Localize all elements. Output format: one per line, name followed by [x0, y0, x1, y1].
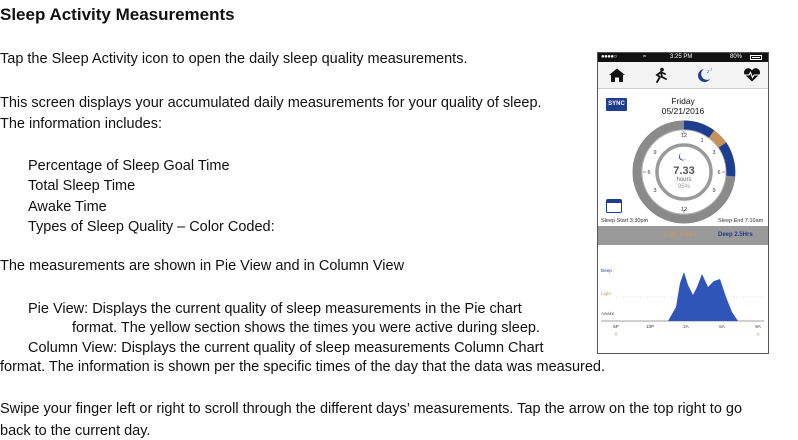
info-item: Awake Time: [28, 199, 107, 215]
info-item: Percentage of Sleep Goal Time: [28, 158, 230, 174]
clock-numeral: 3: [712, 150, 716, 156]
heart-pulse-icon[interactable]: [741, 67, 763, 83]
tab-bar: [598, 62, 768, 89]
sun-icon: ☼: [755, 332, 761, 338]
sync-button[interactable]: SYNC: [606, 98, 627, 111]
info-item: Total Sleep Time: [28, 178, 136, 194]
phone-screenshot: [597, 52, 769, 354]
moon-icon: [683, 333, 688, 338]
description-line-2: The information includes:: [0, 116, 162, 132]
home-icon[interactable]: [606, 67, 628, 83]
deep-sleep-segment: [729, 160, 731, 176]
total-sleep-unit: hours: [676, 177, 692, 183]
sleep-start-label: Sleep Start 3:30pm: [601, 218, 649, 224]
total-sleep-value: 7.33: [673, 165, 695, 177]
svg-text:z: z: [707, 69, 710, 74]
date-label: 05/21/2016: [661, 106, 705, 116]
clock-numeral: 12: [680, 133, 688, 139]
wifi-icon: ≈: [643, 54, 647, 60]
sleep-area: [668, 272, 738, 321]
chart-tick: 9A: [755, 324, 761, 329]
light-sleep-label: Light 1.5Hrs: [664, 232, 697, 238]
chart-tick: 10P: [645, 324, 655, 329]
moon-zz-icon[interactable]: [694, 67, 716, 83]
clock-numeral: 1: [700, 138, 704, 144]
sleep-pie-chart: [626, 116, 742, 228]
page-title: Sleep Activity Measurements: [0, 5, 235, 24]
battery-icon: [750, 55, 762, 60]
info-item: Types of Sleep Quality – Color Coded:: [28, 219, 275, 235]
clock-numeral: 6: [647, 170, 651, 176]
description-line-1: This screen displays your accumulated daily measurements for your quality of sleep.: [0, 95, 542, 111]
day-name: Friday: [671, 96, 695, 106]
chart-label-awake: Awake: [601, 311, 615, 316]
status-time: 3:25 PM: [670, 54, 693, 60]
swipe-line-1: Swipe your finger left or right to scroll through the different days’ measurements. Tap the arrow on the top right to go: [0, 401, 743, 417]
running-icon[interactable]: [648, 67, 670, 83]
clock-numeral: 6: [717, 170, 721, 176]
clock-numeral: 3: [653, 188, 657, 194]
chart-label-light: Light: [601, 291, 611, 296]
signal-indicator: ●●●●○: [601, 54, 617, 60]
battery-percent: 80%: [730, 54, 743, 60]
chart-tick: 6P: [613, 324, 619, 329]
chart-label-deep: Deep: [601, 268, 612, 273]
svg-text:z: z: [710, 67, 713, 72]
sun-icon: ☼: [613, 332, 619, 338]
chart-tick: 2A: [683, 324, 689, 329]
calendar-icon[interactable]: [606, 199, 622, 213]
views-heading: The measurements are shown in Pie View and in Column View: [0, 258, 405, 274]
intro-text: Tap the Sleep Activity icon to open the daily sleep quality measurements.: [0, 51, 468, 67]
sleep-column-chart: [598, 257, 768, 351]
sleep-end-label: Sleep End 7:10am: [718, 218, 764, 224]
pie-view-line-1: Pie View: Displays the current quality of sleep measurements in the Pie chart: [28, 301, 522, 317]
chart-tick: 6A: [719, 324, 725, 329]
column-view-line-2: format. The information is shown per the specific times of the day that the data was measured.: [0, 359, 606, 375]
pie-view-line-2: format. The yellow section shows the times you were active during sleep.: [72, 320, 540, 336]
clock-numeral: 9: [653, 150, 657, 156]
swipe-line-2: back to the current day.: [0, 423, 151, 439]
sleep-quality-bar: [598, 226, 768, 245]
clock-numeral: 9: [712, 188, 716, 194]
column-view-line-1: Column View: Displays the current quality of sleep measurements Column Chart: [28, 340, 544, 356]
clock-numeral: 12: [680, 207, 688, 213]
sleep-goal-percent: 95%: [677, 184, 691, 190]
status-bar: [598, 53, 768, 62]
deep-sleep-label: Deep 2.5Hrs: [718, 232, 753, 238]
